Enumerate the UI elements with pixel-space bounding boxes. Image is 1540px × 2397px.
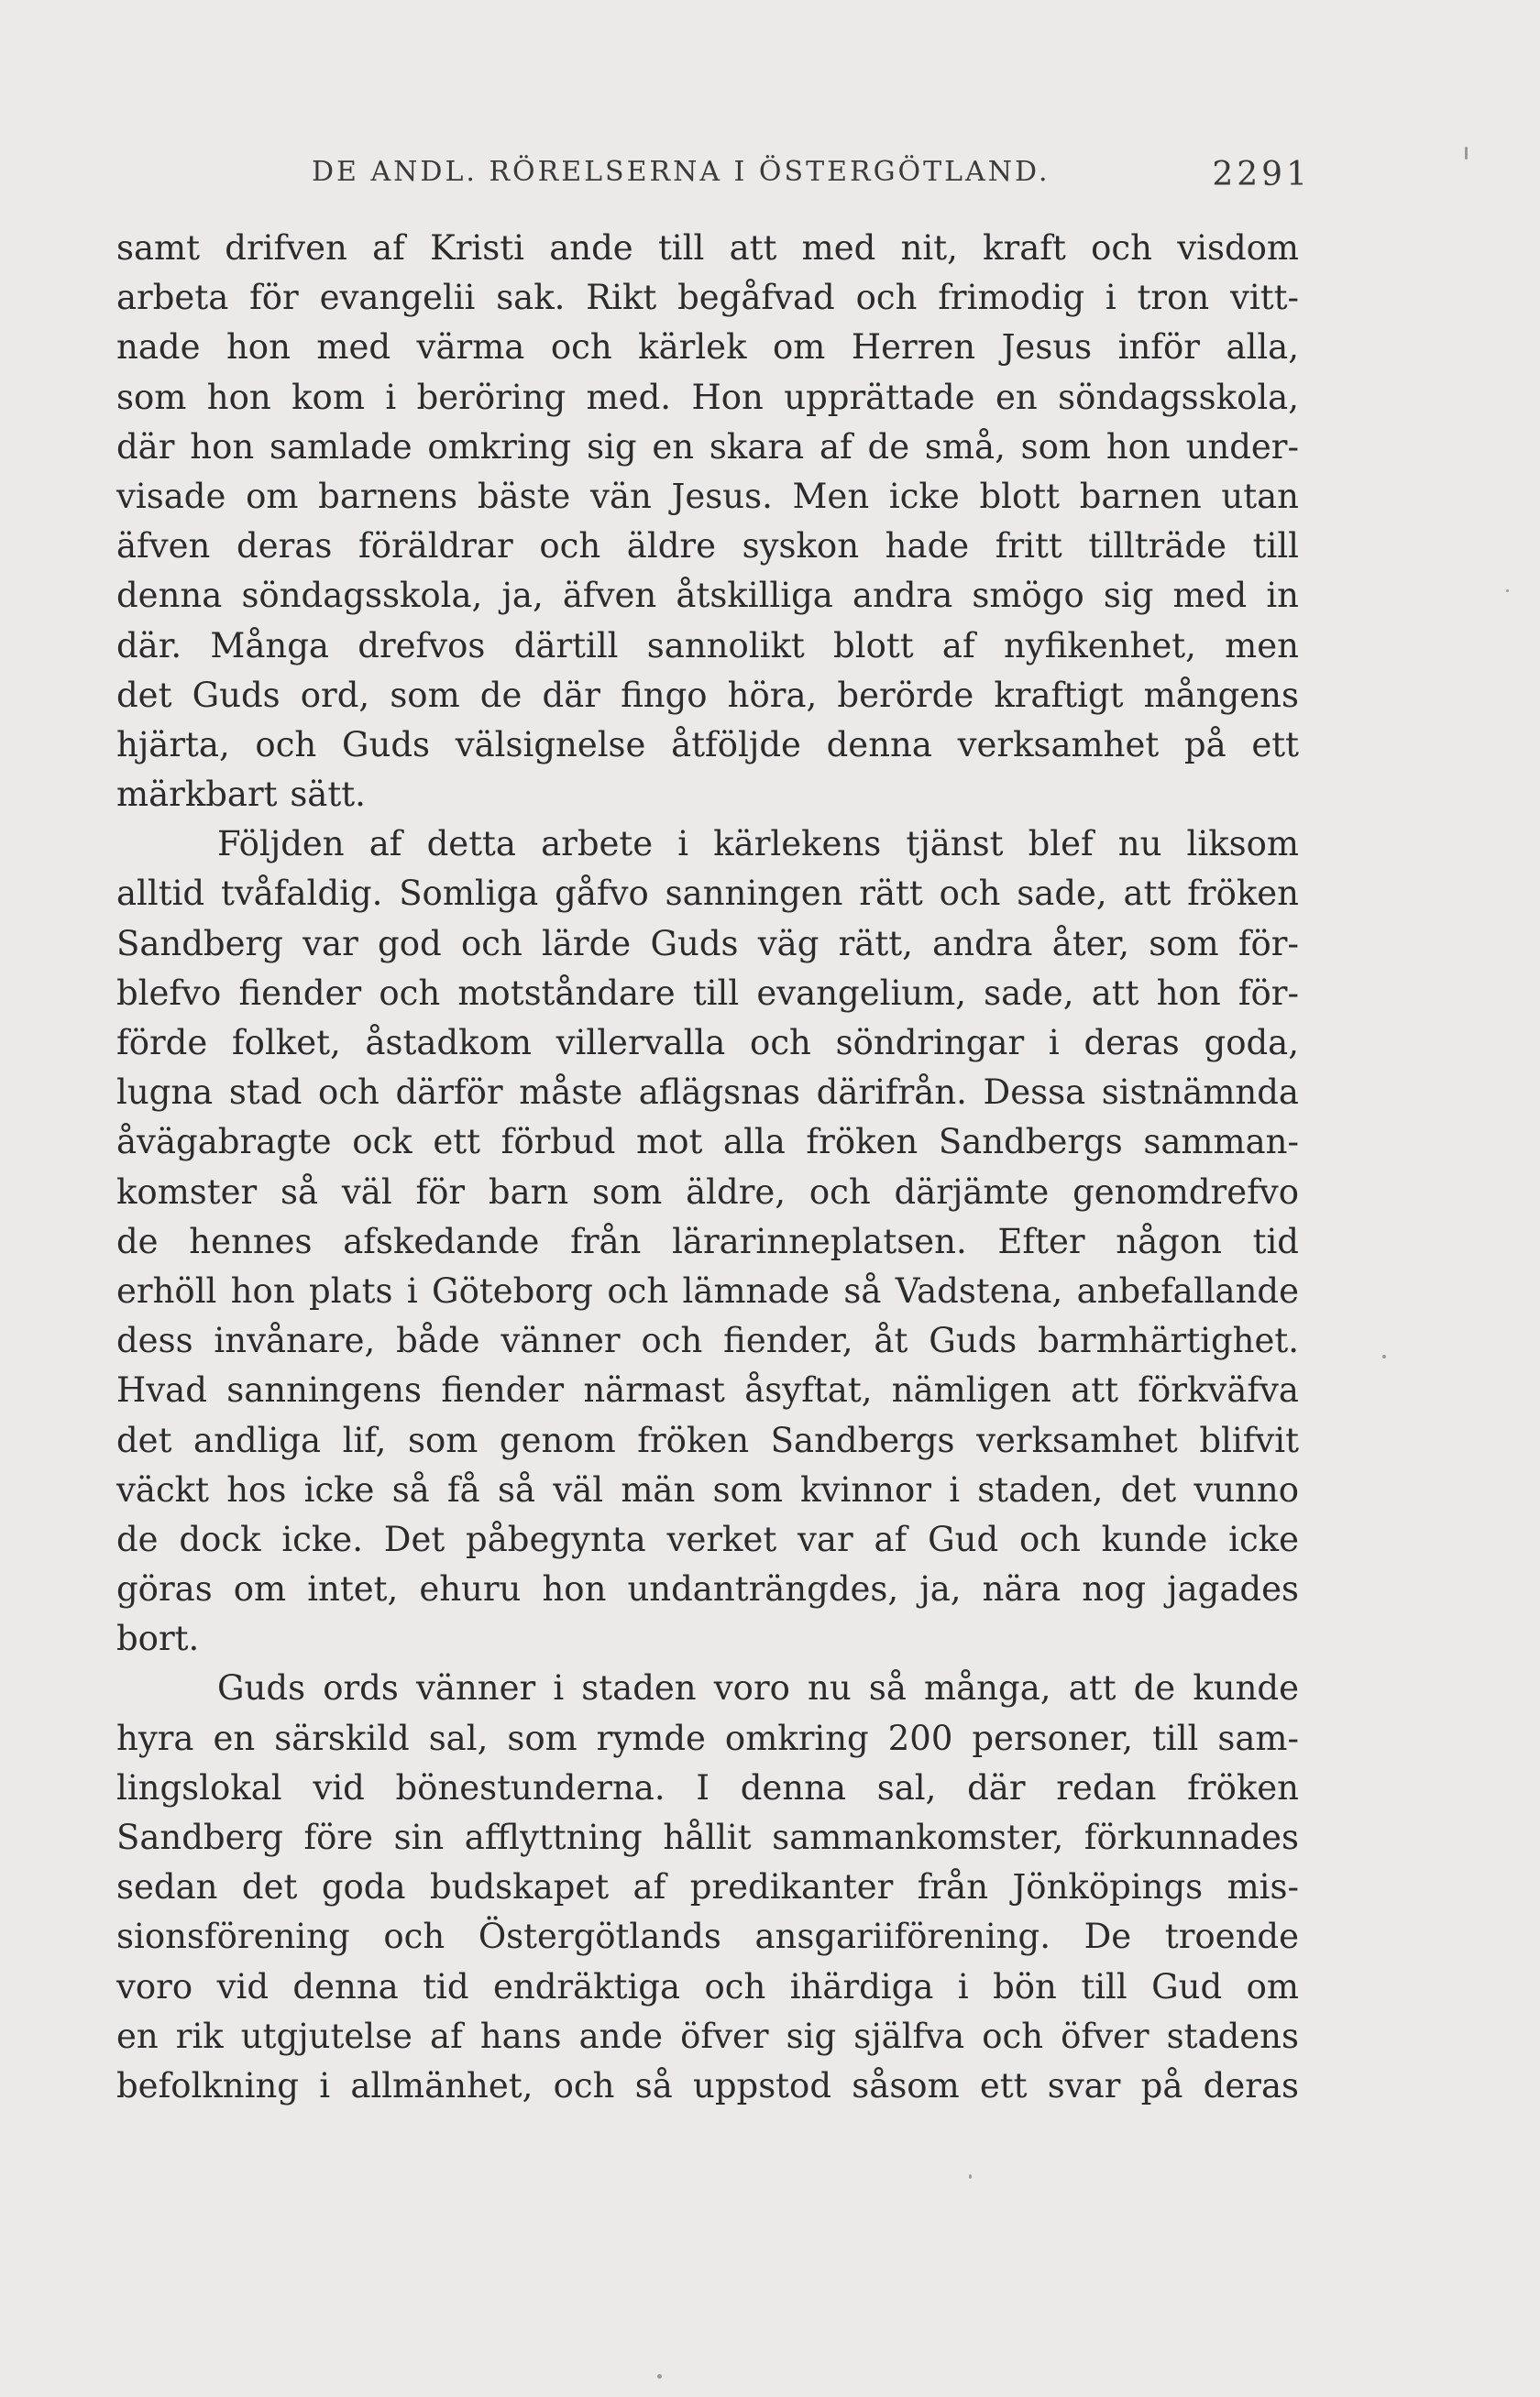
text-line: där. Många drefvos därtill sannolikt blott af nyfikenhet, men: [116, 625, 1299, 665]
text-line: lugna stad och därför måste aflägsnas därifrån. Dessa sistnämnda: [116, 1072, 1299, 1113]
text-line: åvägabragte ock ett förbud mot alla fröken Sandbergs samman-: [116, 1122, 1299, 1162]
text-line: hyra en särskild sal, som rymde omkring 200 personer, till sam-: [116, 1718, 1299, 1758]
text-line: visade om barnens bäste vän Jesus. Men icke blott barnen utan: [116, 476, 1299, 516]
text-line: alltid tvåfaldig. Somliga gåfvo sanningen rätt och sade, att fröken: [116, 874, 1299, 914]
text-line: där hon samlade omkring sig en skara af de små, som hon under-: [116, 426, 1299, 467]
text-line: komster så väl för barn som äldre, och därjämte genomdrefvo: [116, 1171, 1299, 1212]
paper-speck: [969, 2174, 972, 2179]
text-line: Guds ords vänner i staden voro nu så många, att de kunde: [217, 1668, 1299, 1709]
text-line: som hon kom i beröring med. Hon upprättade en söndagsskola,: [116, 377, 1299, 417]
text-line: Följden af detta arbete i kärlekens tjänst blef nu liksom: [217, 824, 1299, 864]
running-head: DE ANDL. RÖRELSERNA I ÖSTERGÖTLAND.: [312, 156, 1050, 188]
text-line: denna söndagsskola, ja, äfven åtskilliga andra smögo sig med in: [116, 576, 1299, 616]
text-line: nade hon med värma och kärlek om Herren Jesus inför alla,: [116, 327, 1299, 368]
text-line: en rik utgjutelse af hans ande öfver sig själfva och öfver stadens: [116, 2016, 1299, 2056]
text-line: befolkning i allmänhet, och så uppstod såsom ett svar på deras: [116, 2065, 1299, 2106]
text-line: sionsförening och Östergötlands ansgariiförening. De troende: [116, 1917, 1299, 1957]
text-line: bort.: [116, 1619, 200, 1659]
text-line: det andliga lif, som genom fröken Sandbergs verksamhet blifvit: [116, 1420, 1299, 1460]
text-line: hjärta, och Guds välsignelse åtföljde denna verksamhet på ett: [116, 724, 1299, 764]
text-line: förde folket, åstadkom villervalla och söndringar i deras goda,: [116, 1023, 1299, 1062]
paper-speck: [1382, 1355, 1386, 1358]
body-text: [116, 224, 1299, 2111]
text-line: Hvad sanningens fiender närmast åsyftat, nämligen att förkväfva: [116, 1370, 1299, 1411]
text-line: Sandberg före sin afflyttning hållit sammankomster, förkunnades: [116, 1818, 1299, 1857]
text-line: göras om intet, ehuru hon undanträngdes, ja, nära nog jagades: [116, 1569, 1299, 1610]
text-line: det Guds ord, som de där fingo höra, berörde kraftigt mångens: [116, 675, 1299, 715]
text-line: Sandberg var god och lärde Guds väg rätt, andra åter, som för-: [116, 923, 1299, 963]
text-line: väckt hos icke så få så väl män som kvinnor i staden, det vunno: [116, 1469, 1299, 1510]
text-line: voro vid denna tid endräktiga och ihärdiga i bön till Gud om: [116, 1966, 1299, 2007]
text-line: märkbart sätt.: [116, 775, 366, 815]
text-line: blefvo fiender och motståndare till evangelium, sade, att hon för-: [116, 973, 1299, 1013]
text-line: sedan det goda budskapet af predikanter från Jönköpings mis-: [116, 1867, 1299, 1908]
text-line: dess invånare, både vänner och fiender, åt Guds barmhärtighet.: [116, 1321, 1299, 1361]
paper-speck: [657, 2374, 662, 2379]
text-line: äfven deras föräldrar och äldre syskon hade fritt tillträde till: [116, 526, 1299, 566]
text-line: lingslokal vid bönestunderna. I denna sal, där redan fröken: [116, 1767, 1299, 1808]
text-line: samt drifven af Kristi ande till att med nit, kraft och visdom: [116, 228, 1299, 268]
page-header: [312, 156, 1311, 202]
text-line: de hennes afskedande från lärarinneplatsen. Efter någon tid: [116, 1221, 1299, 1261]
page-number: 2291: [1212, 156, 1311, 193]
text-line: de dock icke. Det påbegynta verket var af Gud och kunde icke: [116, 1519, 1299, 1559]
paper-speck: [1465, 147, 1468, 159]
text-line: erhöll hon plats i Göteborg och lämnade så Vadstena, anbefallande: [116, 1270, 1299, 1311]
text-line: arbeta för evangelii sak. Rikt begåfvad och frimodig i tron vitt-: [116, 278, 1299, 318]
paper-speck: [1506, 589, 1509, 592]
